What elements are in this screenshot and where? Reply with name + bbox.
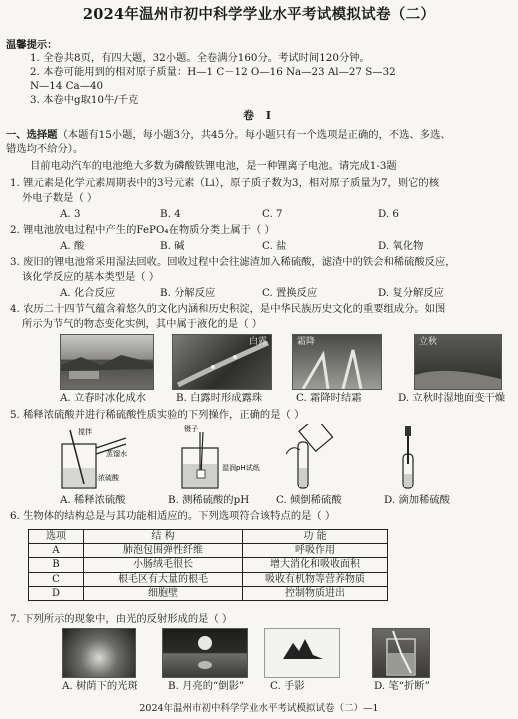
table-cell: 根毛区有大量的根毛 <box>84 572 243 586</box>
page-footer: 2024年温州市初中科学学业水平考试模拟试卷（二）—1 <box>139 703 379 714</box>
table-cell: 控制物质进出 <box>243 586 388 600</box>
q7-image-b-art <box>163 629 247 677</box>
table-cell: A <box>29 544 84 558</box>
table-cell: 细胞壁 <box>84 586 243 600</box>
q2-option-d[interactable]: D. 氧化物 <box>378 240 424 252</box>
q3-option-c[interactable]: C. 置换反应 <box>262 287 318 299</box>
section-label: 卷 Ⅰ <box>243 109 275 122</box>
table-cell: 呼吸作用 <box>243 544 388 558</box>
q4-image-a-art <box>61 335 153 389</box>
q5-label-ph: 湿润pH试纸 <box>222 464 260 472</box>
q5-label-stir: 搅拌 <box>78 428 92 436</box>
exam-title: 2024年温州市初中科学学业水平考试模拟试卷（二） <box>82 6 436 23</box>
q7-image-b <box>162 628 248 678</box>
tip-line: 1. 全卷共8页，有四大题，32小题。全卷满分160分。考试时间120分钟。 <box>30 52 370 64</box>
tip-line: N—14 Ca—40 <box>30 80 104 92</box>
q2-option-c[interactable]: C. 盐 <box>262 240 287 252</box>
section1-header <box>6 129 451 143</box>
table-cell: D <box>29 586 84 600</box>
q4-image-d-caption: 立秋 <box>419 337 438 347</box>
q4-image-b-caption: 白露 <box>248 337 267 347</box>
q1-stem-2: 外电子数是（ ） <box>22 192 98 204</box>
section1-desc-2: 错选均不给分）。 <box>6 143 84 155</box>
tip-line: 2. 本卷可能用到的相对原子质量：H—1 C－12 O—16 Na—23 Al—27 S—32 <box>30 66 396 78</box>
q4-option-d[interactable]: D. 立秋时湿地面变干燥 <box>398 392 506 404</box>
q5-label-tweezers: 镊子 <box>184 425 198 433</box>
tips-heading: 温馨提示： <box>6 39 58 51</box>
table-row[interactable] <box>29 544 388 558</box>
q3-option-a[interactable]: A. 化合反应 <box>60 287 116 299</box>
table-header-row <box>29 530 388 544</box>
q7-option-b[interactable]: B. 月亮的“倒影” <box>168 680 245 692</box>
q3-stem: 3. 废旧的锂电池常采用湿法回收。回收过程中会往滤渣加入稀硫酸，滤渣中的铁会和稀硫酸反应， <box>10 256 456 268</box>
q4-option-b[interactable]: B. 白露时形成露珠 <box>176 392 263 404</box>
table-row[interactable] <box>29 586 388 600</box>
section1-desc: （本题有15小题，每小题3分，共45分。每小题只有一个选项是正确的，不选、多选、 <box>57 129 451 141</box>
q5-figure-d <box>403 426 413 488</box>
q5-figures <box>40 424 510 492</box>
q5-option-d[interactable]: D. 滴加稀硫酸 <box>384 494 450 506</box>
q4-option-c[interactable]: C. 霜降时结霜 <box>296 392 362 404</box>
q5-stem: 5. 稀释浓硫酸并进行稀硫酸性质实验的下列操作，正确的是（ ） <box>10 409 305 421</box>
q1-option-d[interactable]: D. 6 <box>378 208 399 220</box>
q5-option-c[interactable]: C. 倾倒稀硫酸 <box>276 494 342 506</box>
q2-option-b[interactable]: B. 碱 <box>160 240 185 252</box>
table-cell: 吸收有机物等营养物质 <box>243 572 388 586</box>
q4-image-c-caption: 霜降 <box>297 337 316 347</box>
q5-label-water: 蒸馏水 <box>106 450 127 458</box>
q7-option-c[interactable]: C. 手影 <box>270 680 305 692</box>
q5-figure-c <box>286 424 333 488</box>
q2-stem: 2. 锂电池放电过程中产生的FePO₄在物质分类上属于（ ） <box>10 224 275 236</box>
q7-image-c-art <box>265 629 339 677</box>
table-header: 功 能 <box>243 530 388 544</box>
q6-table <box>28 529 388 601</box>
q4-image-a <box>60 334 154 390</box>
table-cell: B <box>29 558 84 572</box>
q5-figure-a <box>62 427 127 488</box>
q4-image-b <box>172 334 272 390</box>
q3-option-d[interactable]: D. 复分解反应 <box>378 287 444 299</box>
q4-stem: 4. 农历二十四节气蕴含着悠久的文化内涵和历史积淀，是中华民族历史文化的重要组成分。如图 <box>10 303 446 315</box>
table-row[interactable] <box>29 558 388 572</box>
tip-line: 3. 本卷中g取10牛/千克 <box>30 94 139 106</box>
q4-image-d <box>414 334 502 390</box>
q3-stem-2: 该化学反应的基本类型是（ ） <box>22 271 160 283</box>
intro-text: 目前电动汽车的电池绝大多数为磷酸铁锂电池，是一种锂离子电池。请完成1-3题 <box>30 160 397 172</box>
table-cell: 小肠绒毛很长 <box>84 558 243 572</box>
table-cell: C <box>29 572 84 586</box>
q7-option-a[interactable]: A. 树荫下的光斑 <box>62 680 138 692</box>
q4-stem-2: 所示为节气的物态变化实例，其中属于液化的是（ ） <box>22 318 263 330</box>
q7-option-d[interactable]: D. 笔“折断” <box>374 680 430 692</box>
q4-option-a[interactable]: A. 立春时冰化成水 <box>60 392 147 404</box>
table-header: 选项 <box>29 530 84 544</box>
q1-option-a[interactable]: A. 3 <box>60 208 81 220</box>
q5-label-acid: 浓硫酸 <box>98 474 119 482</box>
table-cell: 肺泡包围弹性纤维 <box>84 544 243 558</box>
q5-figure-b <box>182 424 260 488</box>
q2-option-a[interactable]: A. 酸 <box>60 240 85 252</box>
section1-heading: 一、选择题 <box>6 129 58 141</box>
q7-stem: 7. 下列所示的现象中，由光的反射形成的是（ ） <box>10 613 233 625</box>
q7-image-a <box>62 628 136 678</box>
q7-image-c <box>264 628 340 678</box>
table-cell: 增大消化和吸收面积 <box>243 558 388 572</box>
q7-image-d <box>372 628 430 678</box>
q1-stem: 1. 锂元素是化学元素周期表中的3号元素（Li），原子质子数为3，相对原子质量为7，则它的核 <box>10 177 440 189</box>
q4-image-c <box>292 334 382 390</box>
q1-option-c[interactable]: C. 7 <box>262 208 283 220</box>
q7-image-d-art <box>373 629 429 677</box>
q5-option-a[interactable]: A. 稀释浓硫酸 <box>60 494 126 506</box>
table-row[interactable] <box>29 572 388 586</box>
q1-option-b[interactable]: B. 4 <box>160 208 181 220</box>
q6-stem: 6. 生物体的结构总是与其功能相适应的。下列选项符合该特点的是（ ） <box>10 510 336 522</box>
table-header: 结 构 <box>84 530 243 544</box>
q5-option-b[interactable]: B. 测稀硫酸的pH <box>168 494 250 506</box>
q3-option-b[interactable]: B. 分解反应 <box>160 287 216 299</box>
